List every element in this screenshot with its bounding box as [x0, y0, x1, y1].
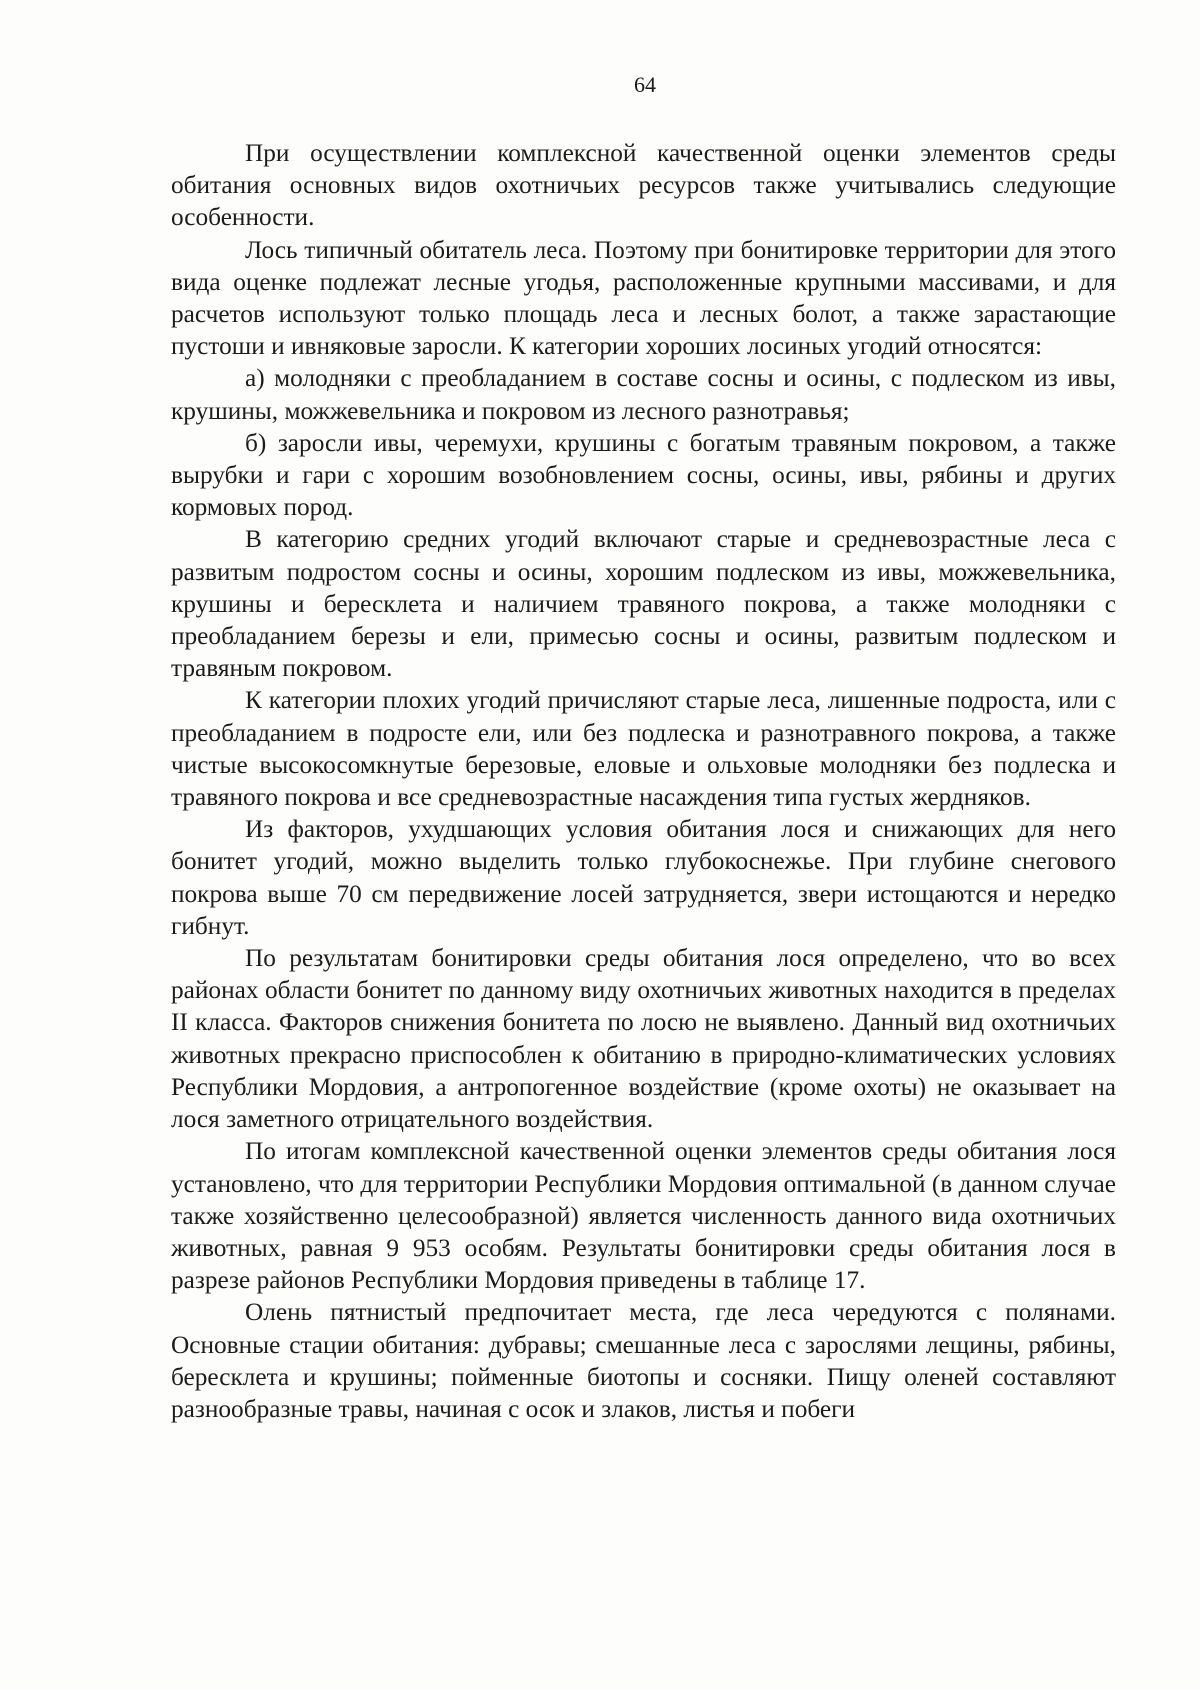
list-item-b: б) заросли ивы, черемухи, крушины с богатым травяным покровом, а также вырубки и гари с хорошим возобновлением сосны, осины, ивы, рябины и других кормовых пород.	[171, 428, 1116, 522]
paragraph-spotted-deer: Олень пятнистый предпочитает места, где леса чередуются с полянами. Основные стации обитания: дубравы; смешанные леса с зарослями лещины, рябины, бересклета и крушины; пойменные биотопы и сосняки. Пищу оленей составляют разнообразные травы, начиная с осок и злаков, листья и побеги	[171, 1298, 1116, 1423]
paragraph-intro: При осуществлении комплексной качественной оценки элементов среды обитания основных видов охотничьих ресурсов также учитывались следующие особенности.	[171, 139, 1116, 232]
paragraph-optimal-count: По итогам комплексной качественной оценки элементов среды обитания лося установлено, что для территории Республики Мордовия оптимальной (в данном случае также хозяйственно целесообразной) является численность данного вида охотничьих животных, равная 9 953 особям. Результаты бонитировки среды обитания лося в разрезе районов Республики Мордовия приведены в таблице 17.	[171, 1137, 1116, 1295]
paragraph-deep-snow: Из факторов, ухудшающих условия обитания лося и снижающих для него бонитет угодий, можно выделить только глубокоснежье. При глубине снегового покрова выше 70 см передвижение лосей затрудняется, звери истощаются и нередко гибнут.	[171, 815, 1116, 940]
list-item-a: а) молодняки с преобладанием в составе сосны и осины, с подлеском из ивы, крушины, можжевельника и покровом из лесного разнотравья;	[171, 364, 1116, 425]
paragraph-medium-lands: В категорию средних угодий включают старые и средневозрастные леса с развитым подростом сосны и осины, хорошим подлеском из ивы, можжевельника, крушины и бересклета и наличием травяного покрова, а также молодняки с преобладанием березы и ели, примесью сосны и осины, развитым подлеском и травяным покровом.	[171, 525, 1116, 683]
paragraph-moose-habitat: Лось типичный обитатель леса. Поэтому при бонитировке территории для этого вида оценке подлежат лесные угодья, расположенные крупными массивами, и для расчетов используют только площадь леса и лесных болот, а также зарастающие пустоши и ивняковые заросли. К категории хороших лосиных угодий относятся:	[171, 235, 1116, 361]
body-text	[171, 137, 1116, 1425]
page-number: 64	[634, 72, 656, 97]
paragraph-bonitet-results: По результатам бонитировки среды обитания лося определено, что во всех районах области бонитет по данному виду охотничьих животных находится в пределах II класса. Факторов снижения бонитета по лосю не выявлено. Данный вид охотничьих животных прекрасно приспособлен к обитанию в природно-климатических условиях Республики Мордовия, а антропогенное воздействие (кроме охоты) не оказывает на лося заметного отрицательного воздействия.	[171, 944, 1116, 1134]
paragraph-poor-lands: К категории плохих угодий причисляют старые леса, лишенные подроста, или с преобладанием в подросте ели, или без подлеска и разнотравного покрова, а также чистые высокосомкнутые березовые, еловые и ольховые молодняки без подлеска и травяного покрова и все средневозрастные насаждения типа густых жердняков.	[171, 686, 1116, 812]
